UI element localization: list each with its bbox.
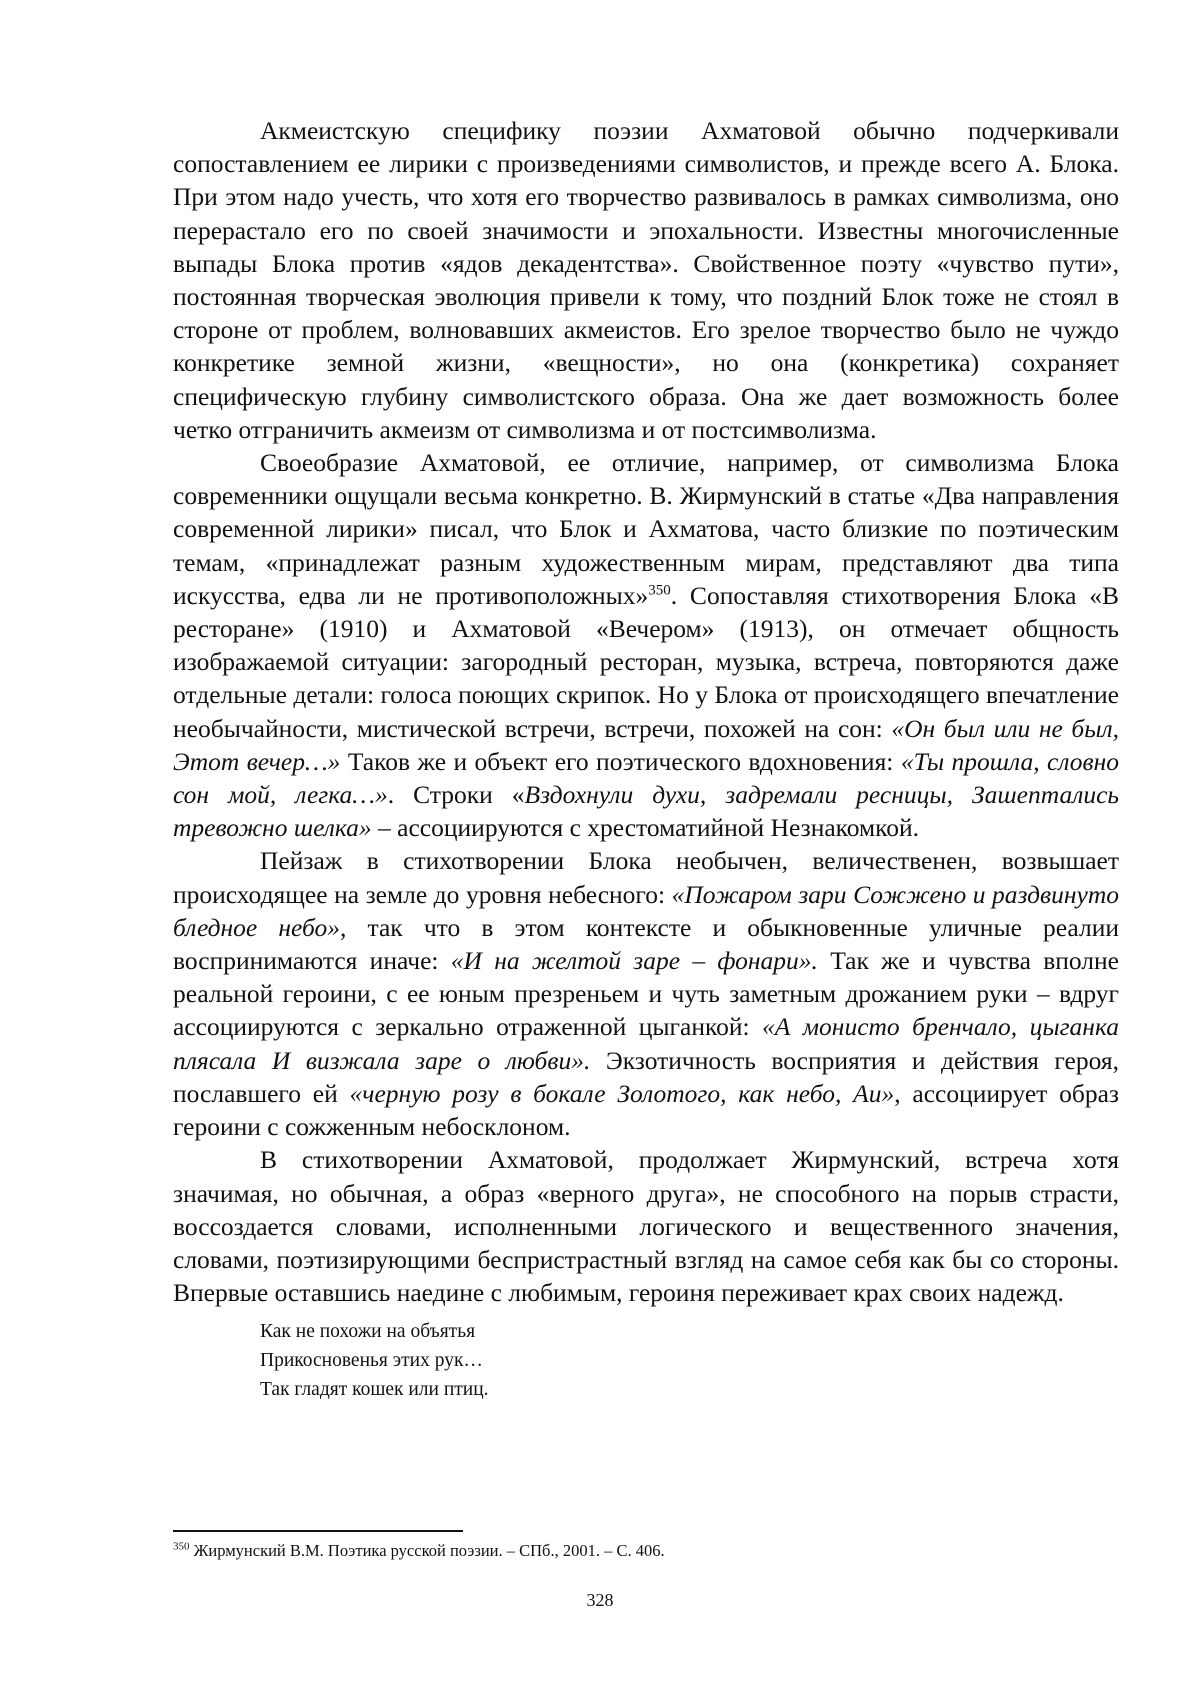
verse-line: Так гладят кошек или птиц. (260, 1379, 489, 1401)
verse-line: Как не похожи на объятья (260, 1321, 476, 1343)
paragraph-2 (173, 446, 1119, 844)
verse-line: Прикосновенья этих рук… (260, 1350, 483, 1372)
paragraph-3-text-2: , так что в этом контексте и обыкновенные уличные реалии воспринимаются иначе: (173, 912, 1119, 976)
paragraph-2-text-2: . Сопоставляя стихотворения Блока «В ресторане» (1910) и Ахматовой «Вечером» (1913), он отмечает общность изображаемой ситуации: загородный ресторан, музыка, встреча, повторяются даже отдельные детали: голоса поющих скрипок. Но у Блока от происходящего впечатление необычайности, мистической встречи, встречи, похожей на сон: (173, 580, 1119, 743)
footnote (173, 1540, 1119, 1562)
quotation: «А монисто бренчало, цыганка плясала И визжала заре о любви». (173, 1012, 1119, 1075)
page-number: 328 (586, 1590, 614, 1610)
verse-quote (260, 1317, 1119, 1404)
paragraph-3-text-5: , ассоциирует образ героини с сожженным небосклоном. (173, 1078, 1119, 1142)
footnote-separator (173, 1530, 463, 1532)
footnote-text: Жирмунский В.М. Поэтика русской поэзии. – СПб., 2001. – С. 406. (189, 1541, 665, 1560)
footnote-number: 350 (173, 1540, 190, 1553)
paragraph-1: Акмеистскую специфику поэзии Ахматовой обычно подчеркивали сопоставлением ее лирики с произведениями символистов, и прежде всего А. Блока. При этом надо учесть, что хотя его творчество развивалось в рамках символизма, оно перерастало его по своей значимости и эпохальности. Известны многочисленные выпады Блока против «ядов декадентства». Свойственное поэту «чувство пути», постоянная творческая эволюция привели к тому, что поздний Блок тоже не стоял в стороне от проблем, волновавших акмеистов. Его зрелое творчество было не чуждо конкретике земной жизни, «вещности», но она (конкретика) сохраняет специфическую глубину символистского образа. Она же дает возможность более четко отграничить акмеизм от символизма и от постсимволизма. (173, 116, 1119, 444)
page-body (173, 114, 1119, 1404)
quotation: «черную розу в бокале Золотого, как небо, Аи» (349, 1078, 895, 1108)
paragraph-3-text-1: Пейзаж в стихотворении Блока необычен, величественен, возвышает происходящее на земле до уровня небесного: (173, 846, 1119, 909)
paragraph-2-text-4: . Строки « (387, 780, 525, 810)
paragraph-3-text-4: Экзотичность восприятия и действия героя, пославшего ей (173, 1045, 1119, 1108)
paragraph-3 (173, 844, 1119, 1143)
quotation: «Пожаром зари Сожжено и раздвинуто бледное небо» (173, 879, 1119, 942)
paragraph-2-text-3: Таков же и объект его поэтического вдохновения: (340, 746, 901, 776)
quotation: «Ты прошла, словно сон мой, легка…» (173, 746, 1119, 810)
paragraph-2-text-1: Своеобразие Ахматовой, ее отличие, например, от символизма Блока современники ощущали весьма конкретно. В. Жирмунский в статье «Два направления современной лирики» писал, что Блок и Ахматова, часто близкие по поэтическим темам, «принадлежат разным художественным мирам, представляют два типа искусства, едва ли не противоположных» (173, 448, 1119, 610)
footnote-reference[interactable]: 350 (648, 582, 671, 599)
paragraph-4: В стихотворении Ахматовой, продолжает Жирмунский, встреча хотя значимая, но обычная, а образ «верного друга», не способного на порыв страсти, воссоздается словами, исполненными логического и вещественного значения, словами, поэтизирующими беспристрастный взгляд на самое себя как бы со стороны. Впервые оставшись наедине с любимым, героиня переживает крах своих надежд. (173, 1145, 1119, 1308)
quotation: «И на желтой заре – фонари». (450, 946, 818, 976)
quotation: Вздохнули духи, задремали ресницы, Зашептались тревожно шелка» (173, 780, 1119, 843)
paragraph-2-text-5: – ассоциируются с хрестоматийной Незнакомкой. (371, 813, 920, 843)
paragraph-3-text-3: Так же и чувства вполне реальной героини, с ее юным презреньем и чуть заметным дрожанием руки – вдруг ассоциируются с зеркально отраженной цыганкой: (173, 946, 1119, 1042)
quotation: «Он был или не был, Этот вечер…» (173, 713, 1119, 776)
